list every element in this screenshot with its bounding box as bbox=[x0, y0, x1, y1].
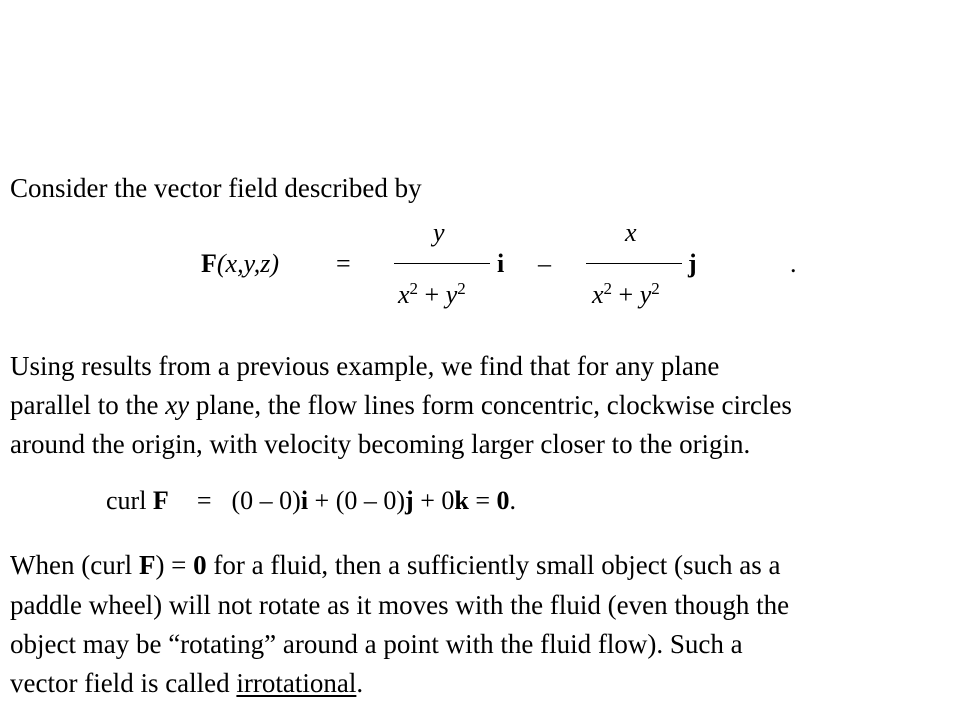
paragraph-line: around the origin, with velocity becoming larger closer to the origin. bbox=[10, 429, 751, 459]
term2-numerator: x bbox=[625, 218, 637, 247]
paragraph-line: When (curl F) = 0 for a fluid, then a sufficiently small object (such as a bbox=[10, 550, 781, 580]
paragraph-line: paddle wheel) will not rotate as it moves with the fluid (even though the bbox=[10, 590, 790, 620]
term2-unit-vector: j bbox=[688, 249, 697, 278]
term1-numerator: y bbox=[433, 218, 445, 247]
paragraph-line: parallel to the xy plane, the flow lines form concentric, clockwise circles bbox=[10, 390, 792, 420]
formula-lhs bbox=[201, 251, 279, 277]
paragraph-line: vector field is called irrotational. bbox=[10, 668, 364, 698]
term1-denominator: $x^2 + y^2$ bbox=[398, 279, 466, 309]
paragraph-line: object may be “rotating” around a point with the fluid flow). Such a bbox=[10, 629, 743, 659]
irrotational-term: irrotational bbox=[236, 668, 357, 698]
curl-equation: curl F = (0 – 0)i + (0 – 0)j + 0k = 0. bbox=[106, 486, 517, 515]
formula-F: F bbox=[201, 249, 217, 278]
intro-text: Consider the vector field described by bbox=[10, 173, 422, 203]
formula-period: . bbox=[790, 249, 797, 278]
paragraph-line: Using results from a previous example, we find that for any plane bbox=[10, 351, 720, 381]
formula-minus: – bbox=[538, 249, 551, 278]
term2-fraction-bar bbox=[586, 263, 682, 264]
formula-args: (x,y,z) bbox=[216, 249, 279, 278]
term1-unit-vector: i bbox=[497, 249, 505, 278]
term2-denominator: $x^2 + y^2$ bbox=[592, 279, 660, 309]
term1-fraction-bar bbox=[394, 263, 490, 264]
formula-equals: = bbox=[336, 249, 351, 278]
